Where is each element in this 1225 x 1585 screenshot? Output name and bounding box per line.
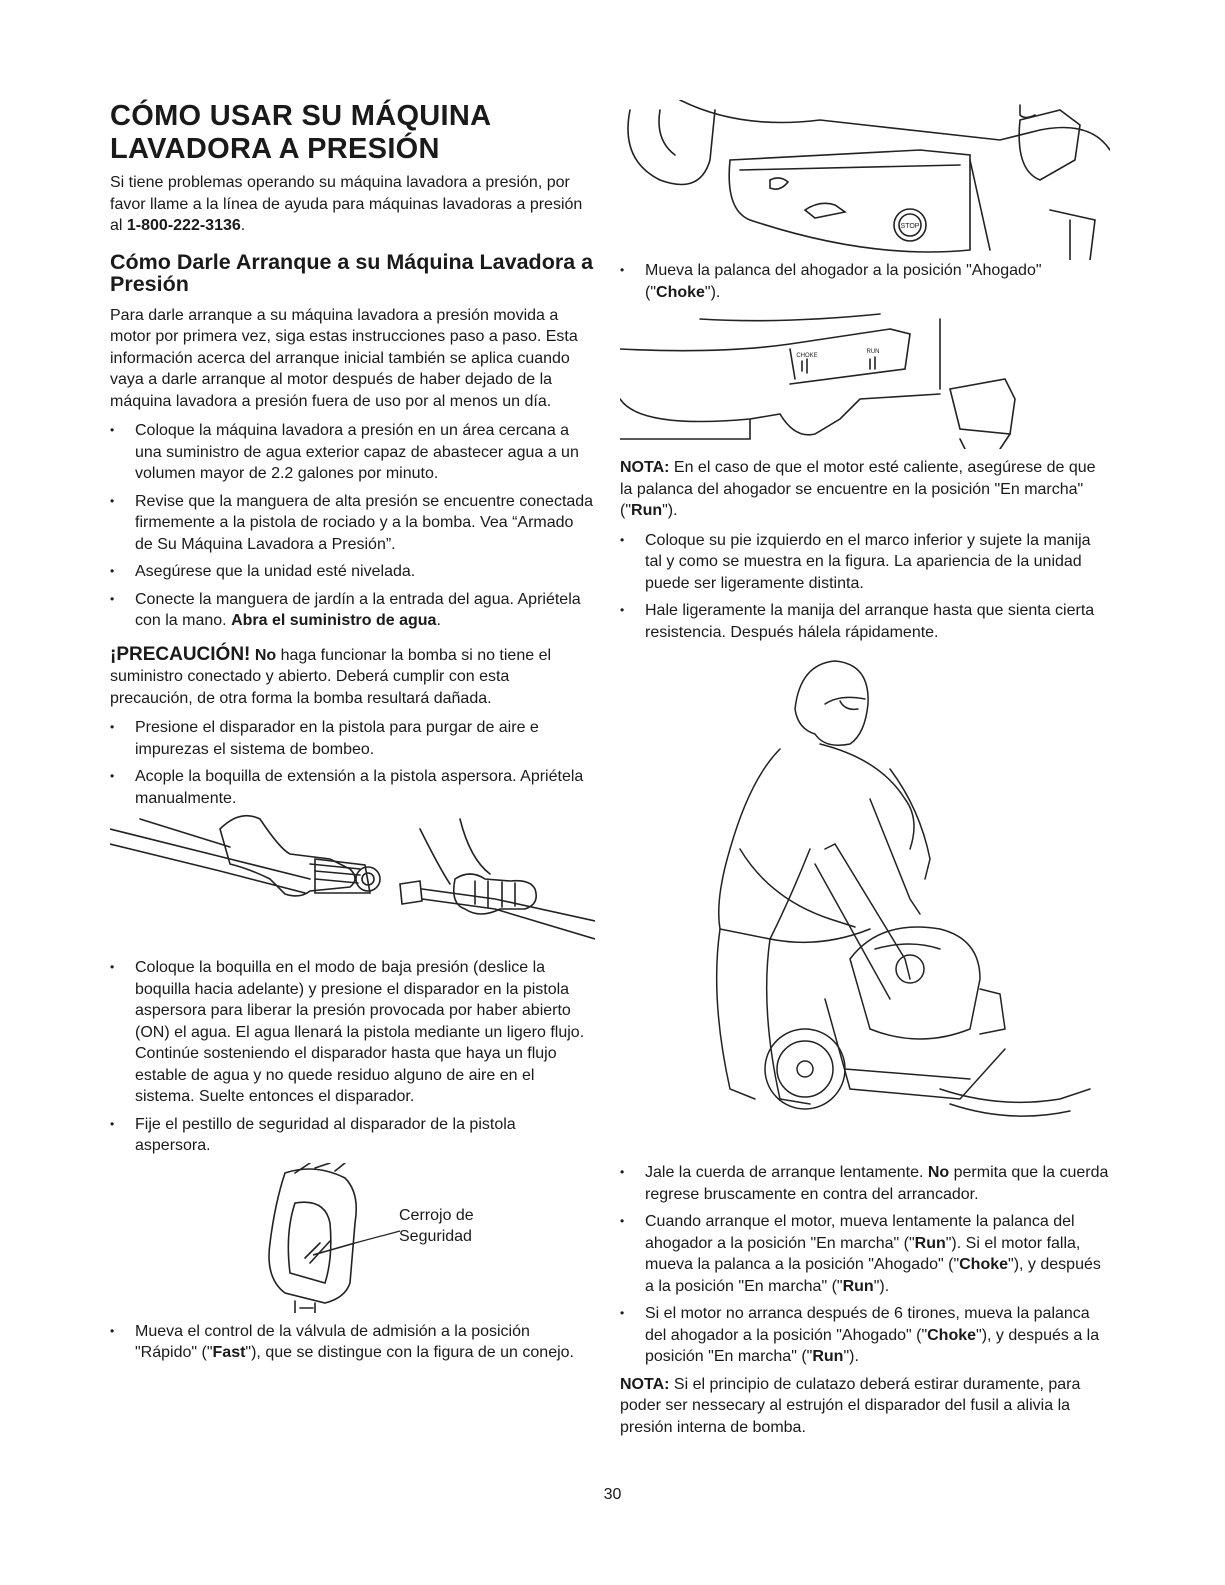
purge-steps xyxy=(110,717,595,809)
step-end: "). xyxy=(873,1277,890,1295)
step-bold: Choke xyxy=(927,1326,977,1344)
stop-label: STOP xyxy=(900,223,920,230)
list-item: • Coloque la máquina lavadora a presión en un área cercana a una suministro de agua exterior capaz de abastecer agua a un volumen mayor de 2.2 galones por minuto. xyxy=(110,420,595,485)
right-column xyxy=(620,100,1110,1438)
caution-heading: ¡PRECAUCIÓN! xyxy=(110,643,251,665)
list-item xyxy=(620,1303,1110,1368)
step-text: Cuando arranque el motor, mueva lentamente la palanca del ahogador a la posición "En marcha" (" xyxy=(645,1213,1075,1252)
list-item: • Fije el pestillo de seguridad al disparador de la pistola aspersora. xyxy=(110,1114,595,1157)
step-bold: Run xyxy=(812,1348,844,1365)
caution-no: No xyxy=(254,646,277,664)
step-end: "), que se distingue con la figura de un conejo. xyxy=(245,1344,574,1361)
section-title: Cómo Darle Arranque a su Máquina Lavadora a Presión xyxy=(110,249,594,296)
note-text: En el caso de que el motor esté caliente, asegúrese de que la palanca del ahogador se encuentre en la posición "En marcha" (" xyxy=(620,459,1096,519)
page-number: 30 xyxy=(603,1486,622,1503)
list-item: • Hale ligeramente la manija del arranque hasta que sienta cierta resistencia. Después hálela rápidamente. xyxy=(620,600,1110,643)
list-item: • Acople la boquilla de extensión a la pistola aspersora. Apriétela manualmente. xyxy=(110,766,595,809)
list-item: • Asegúrese que la unidad esté nivelada. xyxy=(110,561,595,583)
left-column xyxy=(110,100,595,1370)
intro-end: . xyxy=(240,217,246,234)
final-steps xyxy=(620,1162,1110,1368)
note-bold: Run xyxy=(631,502,663,519)
step-text: "), y después a la posición "En marcha" (" xyxy=(645,1256,1101,1295)
step-end: "). xyxy=(704,283,721,301)
step-bold: Abra el suministro de agua xyxy=(231,612,437,629)
choke-label: CHOKE xyxy=(796,353,818,359)
list-item xyxy=(620,260,1110,303)
choke-step xyxy=(620,260,1110,303)
engine-control-panel-illustration xyxy=(620,100,1110,260)
title-line-2: LAVADORA A PRESIÓN xyxy=(110,133,440,165)
list-item: • Coloque su pie izquierdo en el marco inferior y sujete la manija tal y como se muestra en la figura. La apariencia de la unidad puede ser ligeramente distinta. xyxy=(620,530,1110,595)
note-kickback xyxy=(620,1374,1110,1439)
step-end: . xyxy=(436,612,441,629)
note-label: NOTA: xyxy=(620,1375,670,1393)
step-text: Jale la cuerda de arranque lentamente. xyxy=(645,1164,928,1181)
list-item: • Revise que la manguera de alta presión se encuentre conectada firmemente a la pistola de rociado y a la bomba. Vea “Armado de Su Máquina Lavadora a Presión”. xyxy=(110,491,595,556)
note-end: "). xyxy=(662,502,678,519)
list-item: • Presione el disparador en la pistola para purgar de aire e impurezas el sistema de bombeo. xyxy=(110,717,595,760)
note-label: NOTA: xyxy=(620,459,670,476)
list-item xyxy=(110,589,595,632)
setup-steps xyxy=(110,420,595,632)
list-item xyxy=(620,1211,1110,1297)
choke-lever-illustration xyxy=(620,309,1110,449)
intro-paragraph xyxy=(110,172,595,237)
step-end: permita que la cuerda regrese bruscamente en contra del arrancador. xyxy=(645,1164,1109,1203)
low-pressure-steps xyxy=(110,957,595,1157)
section-paragraph: Para darle arranque a su máquina lavadora a presión movida a motor por primera vez, siga estas instrucciones paso a paso. Esta información acerca del arranque inicial también se aplica cuando vaya a darle arranque al motor después de haber dejado de la máquina lavadora a presión fuera de uso por al menos un día. xyxy=(110,306,578,410)
latch-label-line-1: Cerrojo de xyxy=(399,1206,474,1224)
step-end: "). xyxy=(843,1348,859,1365)
step-text: Mueva el control de la válvula de admisión a la posición "Rápido" (" xyxy=(135,1322,530,1361)
step-bold: Run xyxy=(842,1277,874,1295)
latch-label-line-2: Seguridad xyxy=(399,1227,472,1245)
helpline-phone: 1-800-222-3136 xyxy=(126,217,241,234)
step-text: Mueva la palanca del ahogador a la posición "Ahogado" (" xyxy=(645,262,1042,301)
operator-starting-engine-illustration xyxy=(620,649,1110,1154)
caution-paragraph xyxy=(110,644,595,710)
step-bold: Choke xyxy=(656,283,705,301)
step-text: "). Si el motor falla, mueva la palanca a la posición "Ahogado" (" xyxy=(645,1234,1081,1273)
spray-gun-illustration xyxy=(255,1163,515,1313)
list-item: • Coloque la boquilla en el modo de baja presión (deslice la boquilla hacia adelante) y presione el disparador en la pistola aspersora para liberar la presión provocada por haber abierto (ON) el agua. El agua llenará la pistola mediante un ligero flujo. Continúe sosteniendo el disparador hasta que haya un flujo estable de agua y no quede residuo alguno de aire en el sistema. Suelte entonces el disparador. xyxy=(110,957,595,1108)
step-text: Conecte la manguera de jardín a la entrada del agua. Apriétela con la mano. xyxy=(135,590,581,629)
step-bold: Run xyxy=(914,1234,946,1252)
step-bold: No xyxy=(927,1164,950,1181)
note-text: Si el principio de culatazo deberá estirar duramente, para poder ser nessecary al estrujón el disparador del fusil a alivia la presión interna de bomba. xyxy=(620,1375,1081,1436)
run-label: RUN xyxy=(866,349,880,355)
throttle-steps xyxy=(110,1321,595,1364)
step-bold: Fast xyxy=(212,1344,246,1361)
page-title xyxy=(110,100,595,166)
step-text: "), y después a la posición "En marcha" (" xyxy=(645,1326,1100,1365)
start-steps xyxy=(620,530,1110,644)
caution-text: haga funcionar la bomba si no tiene el suministro conectado y abierto. Deberá cumplir con esta precaución, de otra forma la bomba resultará dañada. xyxy=(110,646,552,707)
list-item xyxy=(620,1162,1110,1205)
list-item xyxy=(110,1321,595,1364)
note-warm-engine xyxy=(620,457,1110,522)
intro-text: Si tiene problemas operando su máquina lavadora a presión, por favor llame a la línea de ayuda para máquinas lavadoras a presión al xyxy=(110,174,583,234)
step-text: Si el motor no arranca después de 6 tirones, mueva la palanca del ahogador a la posición "Ahogado" (" xyxy=(645,1305,1090,1344)
step-bold: Choke xyxy=(959,1256,1009,1273)
title-line-1: CÓMO USAR SU MÁQUINA xyxy=(110,100,492,132)
nozzle-attach-illustration xyxy=(110,809,595,949)
latch-callout xyxy=(399,1205,474,1247)
safety-latch-figure xyxy=(110,1163,595,1313)
